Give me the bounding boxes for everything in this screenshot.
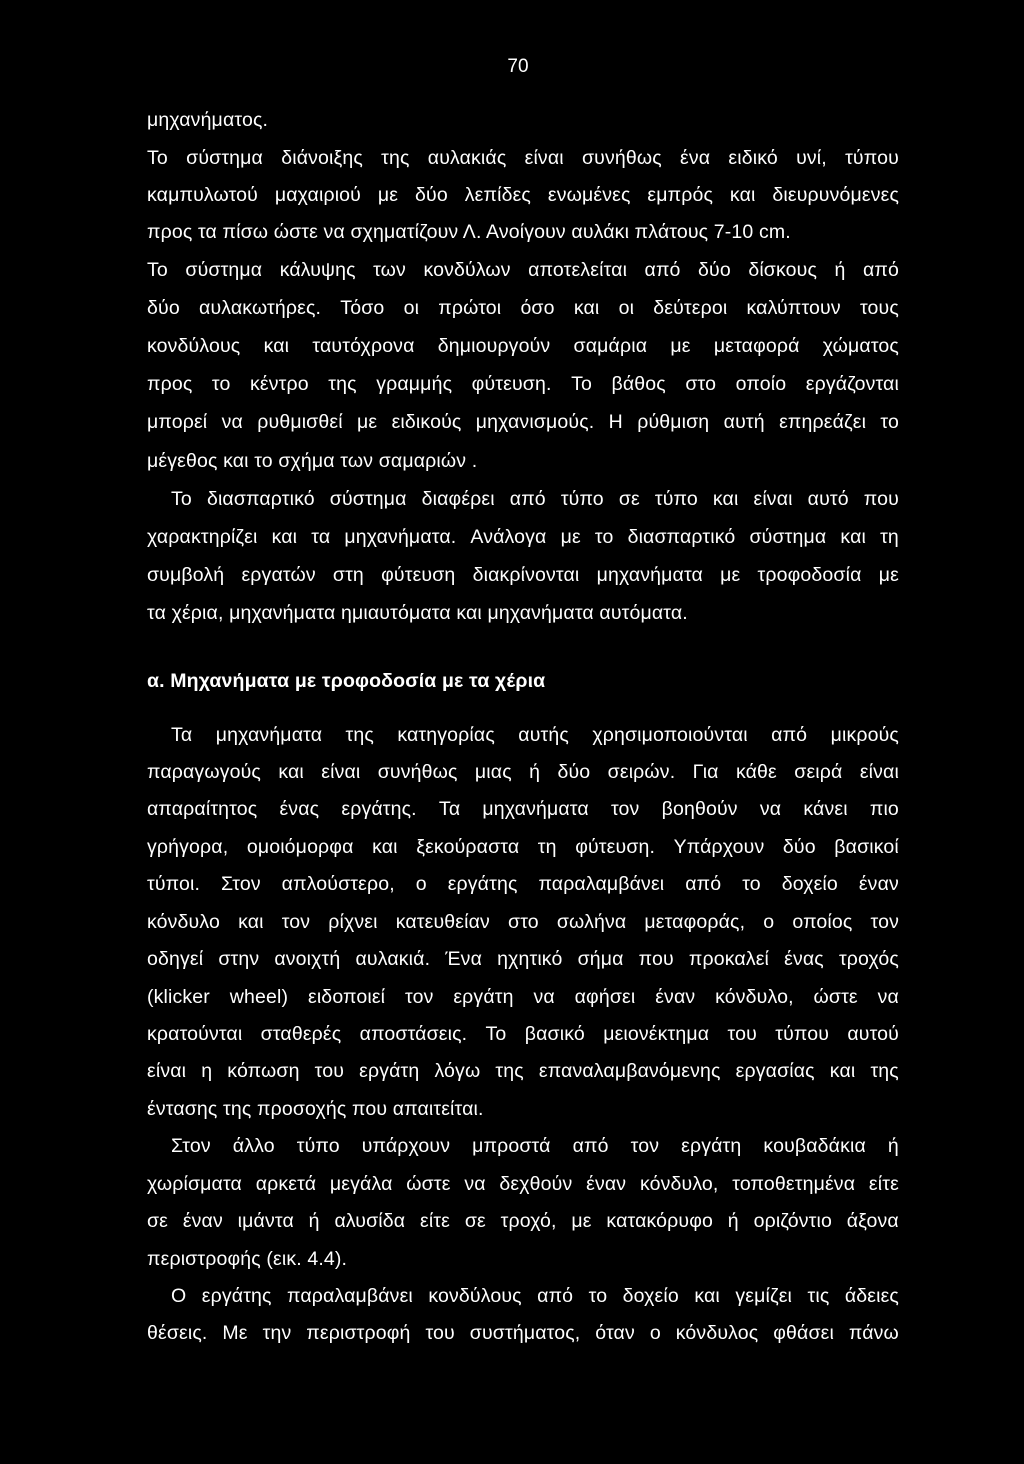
- word: το: [211, 373, 231, 395]
- text-line: [147, 1021, 899, 1047]
- word: προκαλεί: [688, 948, 770, 970]
- text-line: μηχανήματος.: [147, 109, 269, 131]
- word: οι: [403, 297, 420, 319]
- text-line: περιστροφής (εικ. 4.4).: [147, 1248, 348, 1270]
- word: πιο: [869, 798, 899, 820]
- word: ρυθμισθεί: [257, 411, 343, 433]
- word: έναν: [182, 1210, 223, 1232]
- word: κόνδυλος: [675, 1322, 759, 1344]
- word: έναν: [586, 1173, 627, 1195]
- word: αυλακιά.: [355, 948, 431, 970]
- text-line: [171, 1283, 899, 1309]
- word: μηχανήματα: [482, 798, 589, 820]
- text-line: [147, 909, 899, 935]
- word: με: [670, 335, 691, 357]
- word: (klicker: [147, 986, 210, 1008]
- word: δύο: [782, 836, 816, 858]
- word: σειρών.: [607, 761, 676, 783]
- word: και: [712, 488, 739, 510]
- word: είναι: [147, 1060, 187, 1082]
- word: γεμίζει: [735, 1285, 793, 1307]
- word: τον: [630, 1135, 660, 1157]
- word: της: [328, 373, 357, 395]
- word: εργάτης.: [341, 798, 417, 820]
- word: παραλαμβάνει: [287, 1285, 413, 1307]
- word: ειδικό: [728, 147, 778, 169]
- word: σύστημα: [329, 488, 407, 510]
- word: σύστημα: [186, 147, 263, 169]
- word: άλλο: [232, 1135, 275, 1157]
- word: τα: [311, 526, 331, 548]
- word: Η: [608, 411, 623, 433]
- text-line: [147, 371, 899, 397]
- word: παραλαμβάνει: [538, 873, 665, 895]
- word: ειδικούς: [391, 411, 462, 433]
- word: ή: [308, 1210, 320, 1232]
- word: κονδύλων: [423, 259, 511, 281]
- word: δεύτεροι: [653, 297, 728, 319]
- word: ώστε: [813, 986, 858, 1008]
- word: αυλακιάς: [427, 147, 507, 169]
- text-line: [171, 486, 899, 512]
- word: φύτευση.: [471, 373, 552, 395]
- word: χαρακτηρίζει: [147, 526, 258, 548]
- word: άξονα: [846, 1210, 899, 1232]
- word: μπροστά: [472, 1135, 551, 1157]
- word: κατευθείαν: [395, 911, 490, 933]
- text-line: [147, 145, 899, 171]
- word: θέσεις.: [147, 1322, 208, 1344]
- text-line: [147, 562, 899, 588]
- word: έναν: [655, 986, 696, 1008]
- word: χρησιμοποιούνται: [592, 724, 748, 746]
- word: με: [357, 411, 378, 433]
- word: της: [870, 1060, 899, 1082]
- word: βασικοί: [834, 836, 899, 858]
- word: μηχανήματα: [215, 724, 323, 746]
- text-line: [147, 796, 899, 822]
- text-line: [171, 1133, 899, 1159]
- word: χώματος: [822, 335, 899, 357]
- word: του: [425, 1322, 455, 1344]
- word: σαμάρια: [573, 335, 648, 357]
- word: βοηθούν: [661, 798, 738, 820]
- word: και: [238, 911, 264, 933]
- word: και: [271, 526, 298, 548]
- word: κέντρο: [250, 373, 309, 395]
- word: διασπαρτικό: [627, 526, 736, 548]
- word: wheel): [229, 986, 289, 1008]
- word: τη: [880, 526, 899, 548]
- word: λεπίδες: [464, 184, 531, 206]
- word: αυλακωτήρες.: [199, 297, 322, 319]
- word: κόνδυλο: [147, 911, 220, 933]
- word: δίσκους: [748, 259, 818, 281]
- word: δύο: [698, 259, 731, 281]
- word: κατακόρυφο: [606, 1210, 714, 1232]
- text-line: [147, 1208, 899, 1234]
- word: εργατών: [241, 564, 316, 586]
- word: από: [537, 1285, 574, 1307]
- word: μαχαιριού: [274, 184, 361, 206]
- word: τοποθετημένα: [732, 1173, 856, 1195]
- text-line: [147, 1320, 899, 1346]
- word: μηχανισμούς.: [475, 411, 595, 433]
- word: από: [685, 873, 722, 895]
- word: Το: [171, 488, 192, 510]
- text-line: [147, 1171, 899, 1197]
- word: αυτού: [847, 1023, 899, 1045]
- word: να: [464, 1173, 486, 1195]
- text-line: [171, 722, 899, 748]
- word: το: [880, 411, 899, 433]
- word: είτε: [420, 1210, 451, 1232]
- word: διαφέρει: [421, 488, 495, 510]
- word: Τα: [438, 798, 461, 820]
- text-line: [147, 1058, 899, 1084]
- word: διάνοιξης: [281, 147, 363, 169]
- word: εργάτη: [681, 1135, 742, 1157]
- word: από: [862, 259, 899, 281]
- word: Το: [147, 259, 168, 281]
- word: και: [573, 297, 600, 319]
- word: αλυσίδα: [334, 1210, 406, 1232]
- word: σε: [464, 1210, 486, 1232]
- word: κόπωση: [227, 1060, 300, 1082]
- word: κόνδυλο,: [639, 1173, 719, 1195]
- word: σταθερές: [260, 1023, 342, 1045]
- word: ρίχνει: [328, 911, 378, 933]
- section-heading: α. Μηχανήματα με τροφοδοσία με τα χέρια: [147, 670, 546, 692]
- word: το: [588, 1285, 608, 1307]
- text-line: [147, 409, 899, 435]
- word: είναι: [524, 147, 564, 169]
- word: Ο: [171, 1285, 187, 1307]
- word: αποτελείται: [528, 259, 628, 281]
- word: είναι: [753, 488, 793, 510]
- word: κρατούνται: [147, 1023, 243, 1045]
- word: Το: [571, 373, 592, 395]
- word: κονδύλους: [428, 1285, 522, 1307]
- word: τους: [859, 297, 899, 319]
- word: Υπάρχουν: [673, 836, 765, 858]
- word: δύο: [415, 184, 448, 206]
- word: που: [863, 488, 899, 510]
- word: Το: [147, 147, 168, 169]
- word: ένας: [784, 948, 824, 970]
- word: δύο: [147, 297, 180, 319]
- word: την: [262, 1322, 292, 1344]
- word: καμπυλωτού: [147, 184, 258, 206]
- word: μπορεί: [147, 411, 208, 433]
- word: των: [373, 259, 406, 281]
- word: εργάτης: [447, 873, 518, 895]
- word: οριζόντιο: [753, 1210, 832, 1232]
- word: πάνω: [848, 1322, 899, 1344]
- word: άδειες: [844, 1285, 899, 1307]
- word: ανοιχτή: [274, 948, 341, 970]
- word: ο: [415, 873, 427, 895]
- word: κάνει: [803, 798, 848, 820]
- word: εργάτης: [201, 1285, 272, 1307]
- text-line: [147, 984, 899, 1010]
- word: να: [221, 411, 243, 433]
- word: σήμα: [577, 948, 624, 970]
- page-number: 70: [507, 56, 529, 77]
- text-line: [147, 524, 899, 550]
- word: ή: [834, 259, 846, 281]
- text-line: [147, 834, 899, 860]
- word: να: [877, 986, 899, 1008]
- word: ο: [649, 1322, 661, 1344]
- word: αποστάσεις.: [359, 1023, 468, 1045]
- word: είναι: [321, 761, 361, 783]
- word: τύπου: [775, 1023, 830, 1045]
- word: τύπο: [654, 488, 698, 510]
- word: τροχός: [838, 948, 899, 970]
- word: τον: [610, 798, 640, 820]
- word: υπάρχουν: [361, 1135, 451, 1157]
- word: Με: [222, 1322, 248, 1344]
- word: της: [495, 1060, 524, 1082]
- word: και: [372, 836, 398, 858]
- word: γραμμής: [376, 373, 453, 395]
- word: Ένα: [445, 948, 482, 970]
- word: ηχητικό: [497, 948, 563, 970]
- word: τις: [807, 1285, 830, 1307]
- word: οποίο: [735, 373, 787, 395]
- text-line: τα χέρια, μηχανήματα ημιαυτόματα και μηχανήματα αυτόματα.: [147, 602, 688, 624]
- word: συνήθως: [581, 147, 662, 169]
- word: μεταφορά: [713, 335, 800, 357]
- word: Τόσο: [340, 297, 385, 319]
- word: μικρούς: [830, 724, 899, 746]
- text-line: [147, 182, 899, 208]
- word: το: [742, 873, 761, 895]
- word: με: [560, 526, 581, 548]
- word: με: [377, 184, 399, 206]
- word: ξεκούραστα: [416, 836, 520, 858]
- word: φύτευση: [381, 564, 456, 586]
- word: στην: [218, 948, 260, 970]
- word: από: [509, 488, 546, 510]
- word: στο: [508, 911, 539, 933]
- word: υνί,: [796, 147, 827, 169]
- word: τύπο: [560, 488, 604, 510]
- word: του: [314, 1060, 345, 1082]
- word: όσο: [520, 297, 555, 319]
- word: βασικό: [524, 1023, 585, 1045]
- text-line: [147, 295, 899, 321]
- word: αφήσει: [574, 986, 636, 1008]
- word: της: [345, 724, 374, 746]
- word: τη: [537, 836, 557, 858]
- word: απαραίτητος: [147, 798, 258, 820]
- word: φύτευση.: [575, 836, 656, 858]
- word: από: [572, 1135, 609, 1157]
- word: εργασίας: [735, 1060, 815, 1082]
- word: μηχανήματα: [596, 564, 703, 586]
- word: ρύθμιση: [637, 411, 710, 433]
- word: συστήματος,: [469, 1322, 581, 1344]
- word: εμπρός: [647, 184, 714, 206]
- text-line: μέγεθος και το σχήμα των σαμαριών .: [147, 450, 478, 472]
- word: αυτό: [807, 488, 849, 510]
- word: μεγάλα: [329, 1173, 393, 1195]
- word: το: [594, 526, 614, 548]
- word: οδηγεί: [147, 948, 204, 970]
- word: και: [729, 184, 756, 206]
- word: τον: [281, 911, 311, 933]
- word: μεταφοράς,: [644, 911, 746, 933]
- word: δοχείο: [781, 873, 838, 895]
- word: από: [771, 724, 808, 746]
- word: γρήγορα,: [147, 836, 229, 858]
- word: κάθε: [735, 761, 777, 783]
- word: όταν: [595, 1322, 635, 1344]
- word: Για: [692, 761, 719, 783]
- word: διευρυνόμενες: [772, 184, 899, 206]
- text-line: [147, 946, 899, 972]
- text-line: έντασης της προσοχής που απαιτείται.: [147, 1098, 484, 1120]
- word: της: [381, 147, 410, 169]
- word: φθάσει: [773, 1322, 834, 1344]
- word: να: [533, 986, 555, 1008]
- word: ένας: [279, 798, 320, 820]
- text-line: [147, 333, 899, 359]
- word: δημιουργούν: [437, 335, 551, 357]
- word: βάθος: [611, 373, 666, 395]
- word: ειδοποιεί: [307, 986, 386, 1008]
- word: διασπαρτικό: [206, 488, 315, 510]
- word: στη: [332, 564, 364, 586]
- word: είτε: [868, 1173, 899, 1195]
- word: μειονέκτημα: [603, 1023, 710, 1045]
- word: παραγωγούς: [147, 761, 261, 783]
- word: να: [759, 798, 782, 820]
- word: σε: [618, 488, 640, 510]
- word: ή: [529, 761, 541, 783]
- text-line: [147, 759, 899, 785]
- word: έναν: [858, 873, 899, 895]
- word: σε: [147, 1210, 169, 1232]
- word: συνήθως: [377, 761, 458, 783]
- word: δεχθούν: [499, 1173, 573, 1195]
- word: τύπο: [296, 1135, 340, 1157]
- word: στο: [685, 373, 717, 395]
- word: πρώτοι: [438, 297, 502, 319]
- word: Στον: [220, 873, 261, 895]
- word: με: [720, 564, 741, 586]
- word: κονδύλους: [147, 335, 241, 357]
- word: διακρίνονται: [472, 564, 580, 586]
- word: Το: [485, 1023, 507, 1045]
- word: επηρεάζει: [779, 411, 867, 433]
- word: ή: [887, 1135, 899, 1157]
- word: κουβαδάκια: [763, 1135, 866, 1157]
- word: ώστε: [406, 1173, 451, 1195]
- word: Ανάλογα: [470, 526, 547, 548]
- word: αυτής: [518, 724, 569, 746]
- word: κόνδυλο,: [715, 986, 794, 1008]
- word: και: [263, 335, 290, 357]
- word: με: [571, 1210, 592, 1232]
- word: οι: [618, 297, 635, 319]
- word: ή: [727, 1210, 739, 1232]
- word: συμβολή: [147, 564, 225, 586]
- text-line: [147, 871, 899, 897]
- word: σύστημα: [185, 259, 263, 281]
- word: χωρίσματα: [147, 1173, 242, 1195]
- word: δοχείο: [622, 1285, 679, 1307]
- word: αυτή: [723, 411, 765, 433]
- word: τον: [870, 911, 899, 933]
- word: τροχό,: [500, 1210, 557, 1232]
- word: λόγω: [434, 1060, 481, 1082]
- word: και: [694, 1285, 720, 1307]
- word: καλύπτουν: [746, 297, 841, 319]
- word: προς: [147, 373, 193, 395]
- word: που: [638, 948, 674, 970]
- word: εργάτη: [359, 1060, 420, 1082]
- word: και: [840, 526, 866, 548]
- word: κατηγορίας: [397, 724, 495, 746]
- word: ένα: [680, 147, 711, 169]
- word: του: [727, 1023, 757, 1045]
- word: οποίος: [792, 911, 853, 933]
- word: ομοιόμορφα: [246, 836, 354, 858]
- text-line: [147, 257, 899, 283]
- word: εργάζονται: [805, 373, 899, 395]
- text-line: προς τα πίσω ώστε να σχηματίζουν Λ. Ανοίγουν αυλάκι πλάτους 7-10 cm.: [147, 221, 791, 243]
- word: επαναλαμβανόμενης: [538, 1060, 721, 1082]
- word: τροφοδοσία: [757, 564, 862, 586]
- word: ο: [763, 911, 775, 933]
- word: ταυτόχρονα: [312, 335, 415, 357]
- word: αρκετά: [255, 1173, 317, 1195]
- word: είναι: [859, 761, 899, 783]
- word: απλούστερο,: [281, 873, 395, 895]
- word: σειρά: [794, 761, 843, 783]
- word: από: [644, 259, 681, 281]
- word: μηχανήματα.: [344, 526, 457, 548]
- word: με: [878, 564, 899, 586]
- word: ενωμένες: [547, 184, 631, 206]
- word: τύποι.: [147, 873, 201, 895]
- word: Στον: [171, 1135, 211, 1157]
- word: Τα: [171, 724, 193, 746]
- word: τον: [405, 986, 434, 1008]
- word: μιας: [474, 761, 512, 783]
- word: δύο: [557, 761, 591, 783]
- word: ιμάντα: [237, 1210, 294, 1232]
- word: και: [829, 1060, 856, 1082]
- word: εργάτη: [453, 986, 514, 1008]
- word: τύπου: [845, 147, 899, 169]
- word: σύστημα: [749, 526, 827, 548]
- word: και: [278, 761, 304, 783]
- word: η: [201, 1060, 213, 1082]
- word: περιστροφή: [306, 1322, 411, 1344]
- word: κάλυψης: [279, 259, 356, 281]
- word: σωλήνα: [556, 911, 627, 933]
